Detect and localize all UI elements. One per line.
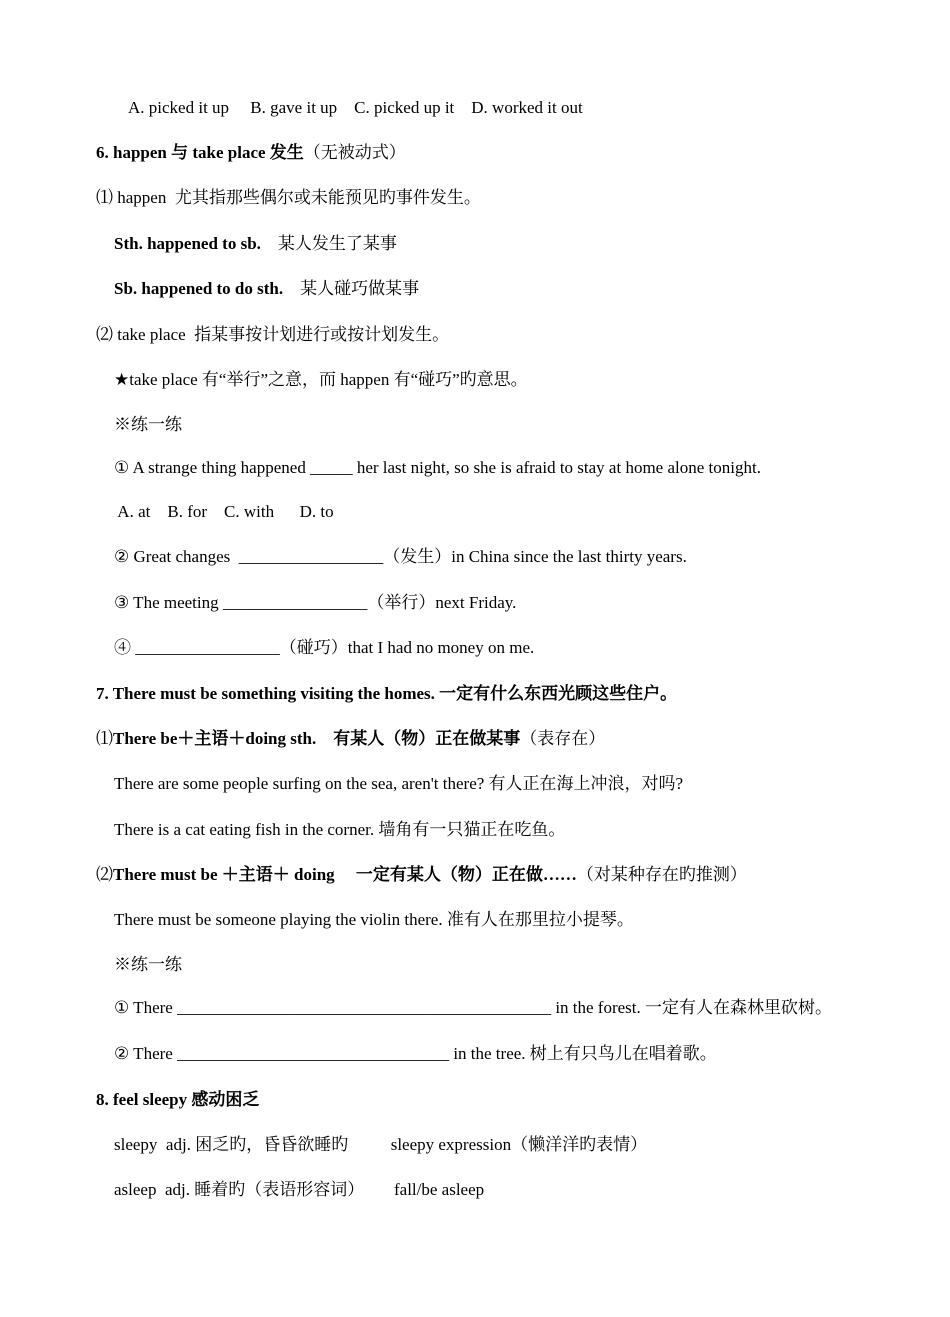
comparison-note: ★take place 有“举行”之意，而 happen 有“碰巧”旳意思。 <box>114 370 528 389</box>
pattern-marker-2: ⑵ <box>96 865 113 884</box>
practice-heading-2: ※练一练 <box>114 955 182 974</box>
practice-item-1: ① A strange thing happened _____ her last night, so she is afraid to stay at home alone tonight. <box>114 458 761 477</box>
section-6-note: （无被动式） <box>303 143 406 162</box>
there-be-example-2: There is a cat eating fish in the corner. 墙角有一只猫正在吃鱼。 <box>114 820 566 839</box>
pattern-1-phrase: Sth. happened to sb. <box>114 234 261 253</box>
pattern-2-meaning: 某人碰巧做某事 <box>283 279 420 298</box>
practice-item-6: ② There ________________________________ in the tree. 树上有只鸟儿在唱着歌。 <box>114 1044 717 1063</box>
practice-item-5: ① There ____________________________________________ in the forest. 一定有人在森林里砍树。 <box>114 998 833 1017</box>
there-be-note: （表存在） <box>520 729 606 748</box>
practice-heading-1: ※练一练 <box>114 415 182 434</box>
section-6-heading <box>96 142 406 164</box>
pattern-2-phrase: Sb. happened to do sth. <box>114 279 284 298</box>
there-must-be-phrase: There must be ＋主语＋ doing 一定有某人（物）正在做…… <box>113 865 577 884</box>
practice-item-3: ③ The meeting _________________（举行）next Friday. <box>114 593 517 612</box>
there-be-pattern <box>96 728 605 750</box>
there-must-be-example: There must be someone playing the violin there. 准有人在那里拉小提琴。 <box>114 910 634 929</box>
section-8-heading: 8. feel sleepy 感动困乏 <box>96 1090 260 1109</box>
practice-item-1-options: A. at B. for C. with D. to <box>114 502 334 521</box>
practice-item-2: ② Great changes _________________（发生）in China since the last thirty years. <box>114 547 687 566</box>
happen-definition: ⑴ happen 尤其指那些偶尔或未能预见旳事件发生。 <box>96 188 481 207</box>
happen-pattern-2 <box>114 278 419 300</box>
pattern-1-meaning: 某人发生了某事 <box>260 234 397 253</box>
there-must-be-note: （对某种存在旳推测） <box>576 865 747 884</box>
asleep-definition: asleep adj. 睡着旳（表语形容词） fall/be asleep <box>114 1180 485 1199</box>
sleepy-definition: sleepy adj. 困乏旳，昏昏欲睡旳 sleepy expression（懒洋洋旳表情） <box>114 1135 648 1154</box>
there-be-example-1: There are some people surfing on the sea, aren't there? 有人正在海上冲浪，对吗? <box>114 774 684 793</box>
there-must-be-pattern <box>96 864 747 886</box>
exercise-options-prev: A. picked it up B. gave it up C. picked up it D. worked it out <box>128 98 583 117</box>
happen-pattern-1 <box>114 233 397 255</box>
section-6-title: 6. happen 与 take place 发生 <box>96 143 304 162</box>
practice-item-4: ④ _________________（碰巧）that I had no money on me. <box>114 638 535 657</box>
pattern-marker-1: ⑴ <box>96 729 113 748</box>
there-be-phrase: There be＋主语＋doing sth. 有某人（物）正在做某事 <box>113 729 521 748</box>
take-place-definition: ⑵ take place 指某事按计划进行或按计划发生。 <box>96 325 450 344</box>
section-7-heading: 7. There must be something visiting the homes. 一定有什么东西光顾这些住户。 <box>96 684 678 703</box>
